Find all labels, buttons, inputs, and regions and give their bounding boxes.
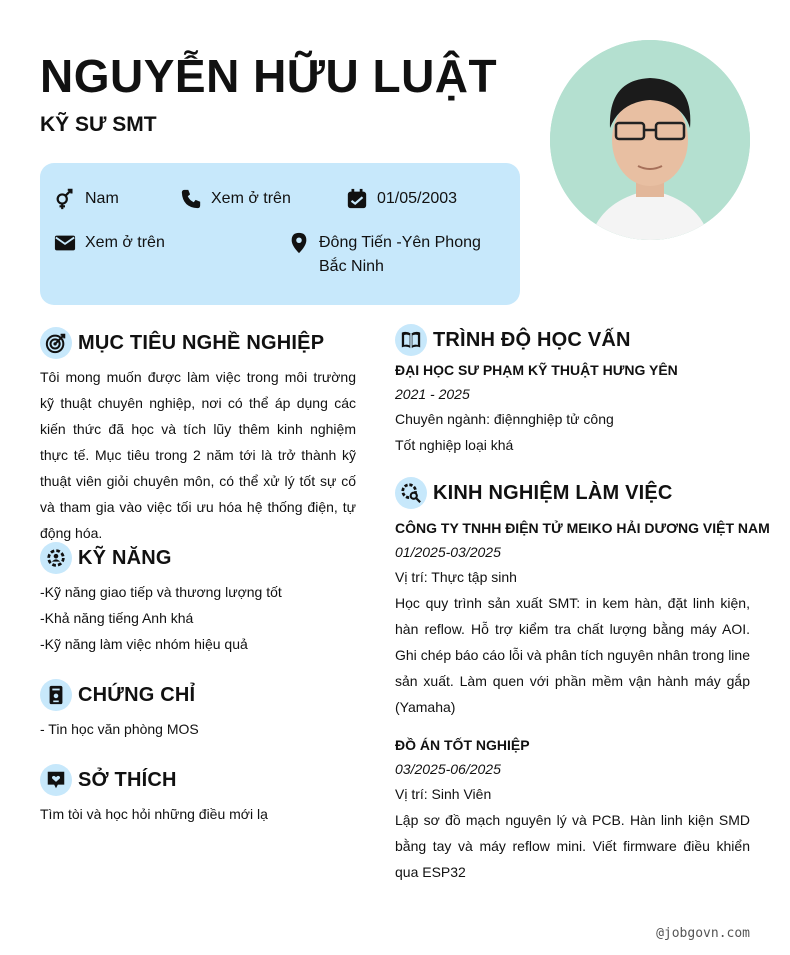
job-description: Học quy trình sản xuất SMT: in kem hàn, đặt linh kiện, hàn reflow. Hỗ trợ kiểm tra chất lượng bằng máy AOI. Ghi chép báo cáo lỗi và phân tích nguyên nhân trong line sản xuất. Làm quen với phần mềm vận hành máy gắp (Yamaha) xyxy=(395,595,750,715)
avatar xyxy=(550,40,750,240)
skills-heading: KỸ NĂNG xyxy=(40,542,172,574)
objective-heading: MỤC TIÊU NGHỀ NGHIỆP xyxy=(40,327,324,359)
job-position: Vị trí: Thực tập sinh xyxy=(395,569,517,585)
job-description: Lập sơ đồ mạch nguyên lý và PCB. Hàn linh kiện SMD bằng tay và máy reflow mini. Viết firmware điều khiển qua ESP32 xyxy=(395,812,750,880)
dob-value: 01/05/2003 xyxy=(377,190,458,207)
candidate-name: NGUYỄN HỮU LUẬT xyxy=(40,50,498,102)
dob-info xyxy=(346,187,457,211)
address-value: Đông Tiến -Yên Phong Bắc Ninh xyxy=(319,234,481,275)
job-position: Vị trí: Sinh Viên xyxy=(395,786,492,802)
education-major: Chuyên ngành: điệnnghiệp tử công xyxy=(395,411,614,427)
job-period: 01/2025-03/2025 xyxy=(395,544,501,560)
book-icon xyxy=(395,324,427,356)
address-info xyxy=(288,231,481,279)
job-company: CÔNG TY TNHH ĐIỆN TỬ MEIKO HẢI DƯƠNG VIỆT NAM xyxy=(395,520,770,536)
target-icon xyxy=(40,327,72,359)
hobbies-text: Tìm tòi và học hỏi những điều mới lạ xyxy=(40,806,268,822)
heart-chat-icon xyxy=(40,764,72,796)
contact-info-box xyxy=(40,163,520,305)
envelope-icon xyxy=(54,232,76,254)
gender-value: Nam xyxy=(85,190,119,207)
gender-icon xyxy=(54,188,76,210)
job-period: 03/2025-06/2025 xyxy=(395,761,501,777)
footer-watermark: @jobgovn.com xyxy=(656,926,750,941)
job-company: ĐỒ ÁN TỐT NGHIỆP xyxy=(395,737,530,753)
gear-user-icon xyxy=(40,542,72,574)
email-info xyxy=(54,231,165,255)
skill-item: -Kỹ năng giao tiếp và thương lượng tốt xyxy=(40,584,282,600)
candidate-role: KỸ SƯ SMT xyxy=(40,113,157,136)
gender-info xyxy=(54,187,119,211)
hobbies-heading: SỞ THÍCH xyxy=(40,764,177,796)
phone-value: Xem ở trên xyxy=(211,190,291,207)
calendar-icon xyxy=(346,188,368,210)
certificate-icon xyxy=(40,679,72,711)
avatar-photo xyxy=(550,40,750,240)
skill-item: -Khả năng tiếng Anh khá xyxy=(40,610,194,626)
education-grade: Tốt nghiệp loại khá xyxy=(395,437,514,453)
skill-item: -Kỹ năng làm việc nhóm hiệu quả xyxy=(40,636,248,652)
certificates-heading: CHỨNG CHỈ xyxy=(40,679,195,711)
location-pin-icon xyxy=(288,232,310,254)
gear-search-icon xyxy=(395,477,427,509)
certificate-item: - Tin học văn phòng MOS xyxy=(40,721,199,737)
experience-heading: KINH NGHIỆM LÀM VIỆC xyxy=(395,477,673,509)
phone-info xyxy=(180,187,291,211)
phone-icon xyxy=(180,188,202,210)
email-value: Xem ở trên xyxy=(85,234,165,251)
objective-text: Tôi mong muốn được làm việc trong môi trường kỹ thuật chuyên nghiệp, nơi có thể áp dụng các kiến thức đã học và tích lũy thêm kinh nghiệm thực tế. Mục tiêu trong 2 năm tới là trở thành kỹ thuật viên giỏi chuyên môn, có thể xử lý tốt sự cố và tham gia vào việc tối ưu hóa hệ thống điện, tự động hóa. xyxy=(40,369,356,541)
education-period: 2021 - 2025 xyxy=(395,386,470,402)
education-heading: TRÌNH ĐỘ HỌC VẤN xyxy=(395,324,631,356)
school-name: ĐẠI HỌC SƯ PHẠM KỸ THUẬT HƯNG YÊN xyxy=(395,362,678,378)
